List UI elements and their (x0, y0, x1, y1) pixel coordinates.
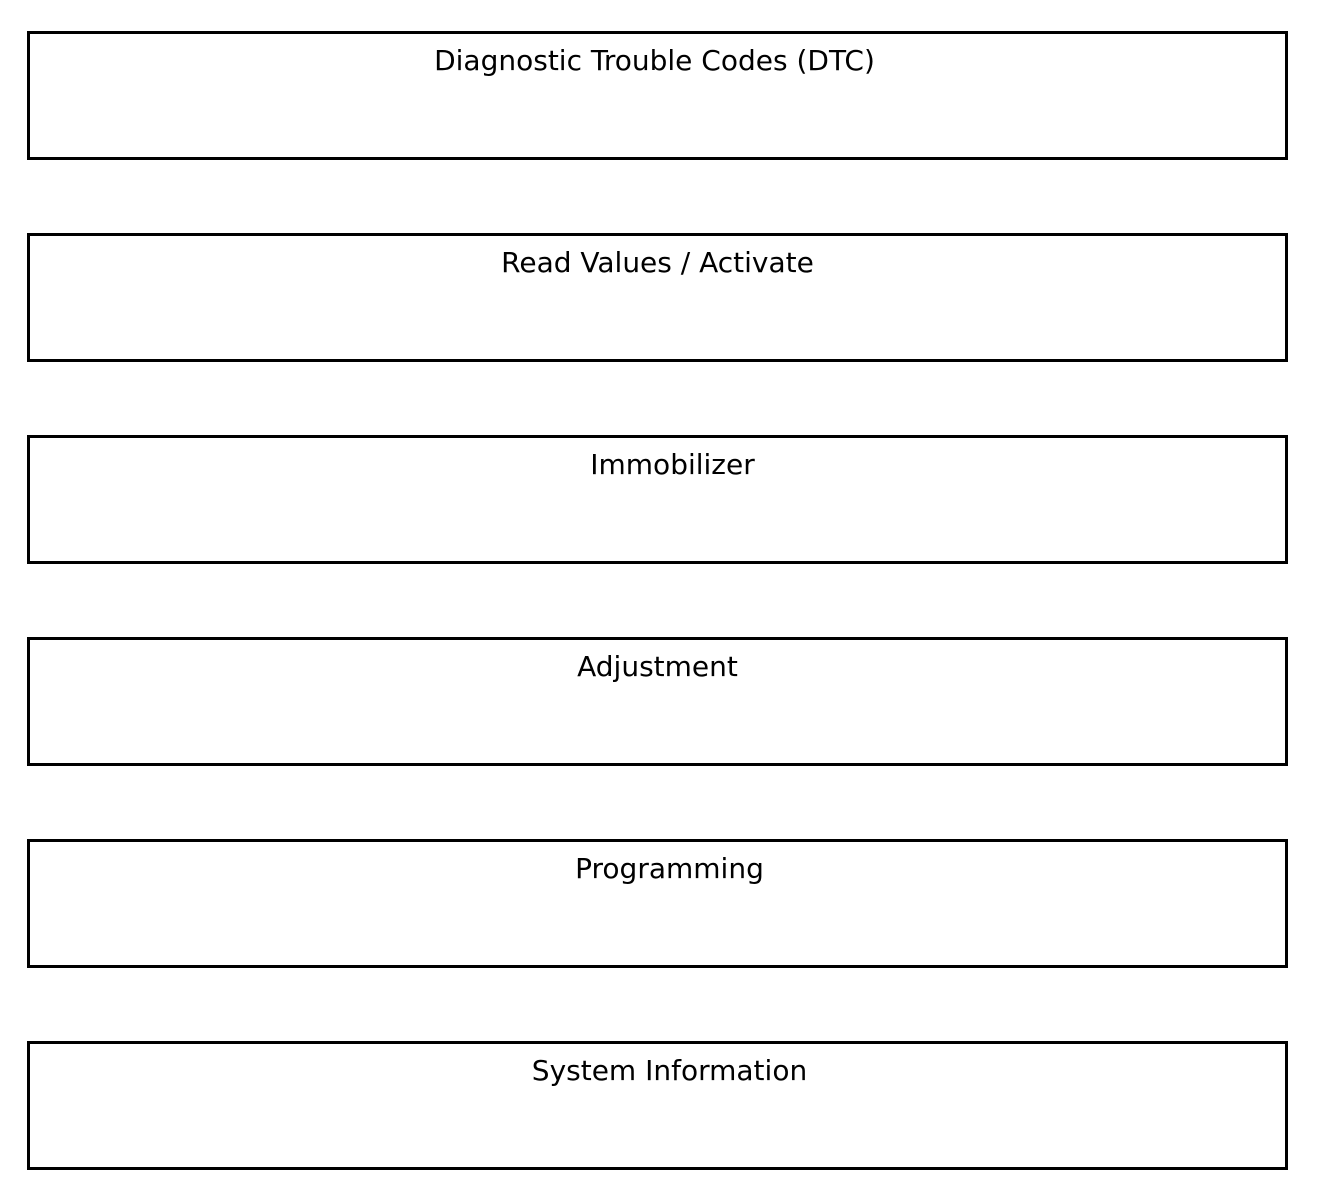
menu-button-label: Read Values / Activate (501, 246, 814, 279)
menu-button-immobilizer[interactable] (27, 435, 1288, 564)
menu-button-label: Programming (575, 852, 764, 885)
menu-button-label: Diagnostic Trouble Codes (DTC) (434, 44, 875, 77)
menu-button-label: System Information (531, 1054, 808, 1087)
menu-button-read-values-activate[interactable] (27, 233, 1288, 362)
function-menu (27, 31, 1288, 1172)
menu-button-label: Immobilizer (590, 448, 755, 481)
menu-button-programming[interactable] (27, 839, 1288, 968)
menu-button-system-information[interactable] (27, 1041, 1288, 1170)
menu-button-diagnostic-trouble-codes[interactable] (27, 31, 1288, 160)
menu-button-adjustment[interactable] (27, 637, 1288, 766)
menu-button-label: Adjustment (577, 650, 738, 683)
